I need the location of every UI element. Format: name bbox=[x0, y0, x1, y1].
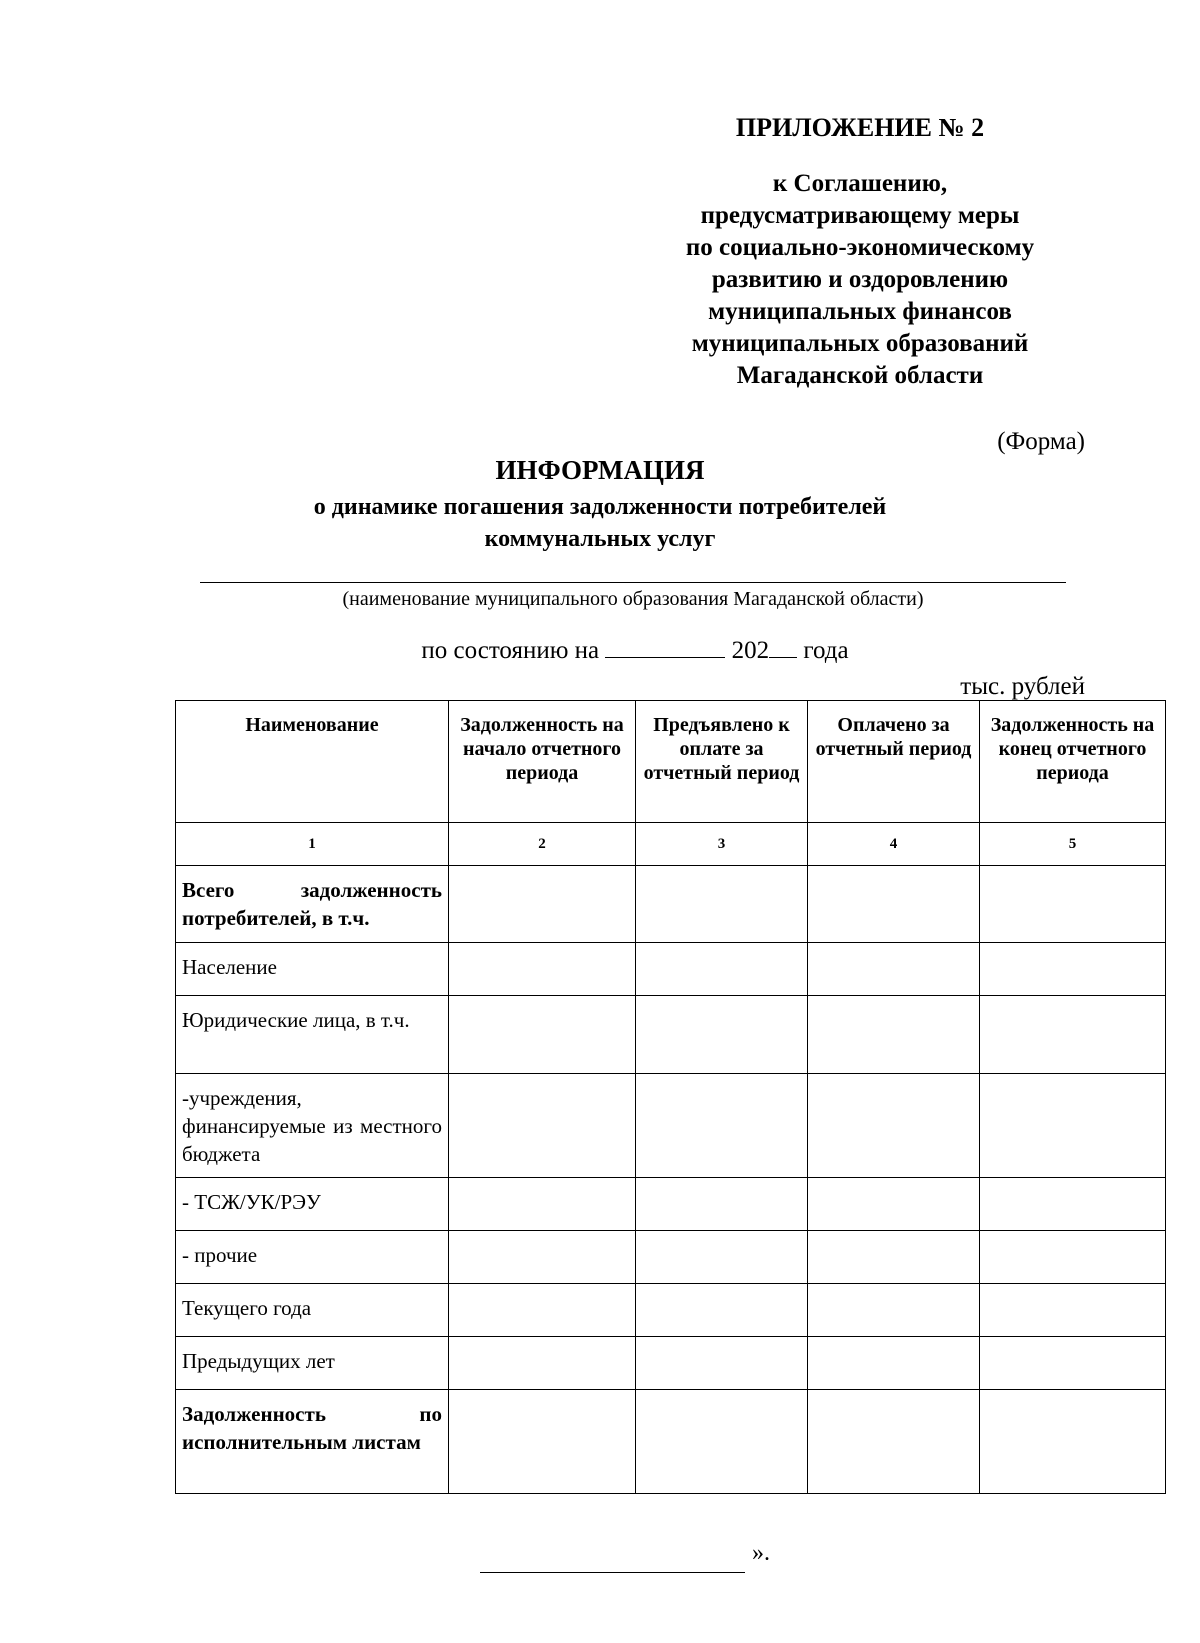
row-label: Всего задолженность потребителей, в т.ч. bbox=[176, 866, 449, 943]
table-cell bbox=[980, 866, 1166, 943]
appendix-title: ПРИЛОЖЕНИЕ № 2 bbox=[735, 113, 985, 142]
table-cell bbox=[449, 1390, 636, 1494]
table-cell bbox=[636, 1178, 808, 1231]
table-cell bbox=[449, 1337, 636, 1390]
subtitle-line: о динамике погашения задолженности потребителей bbox=[313, 494, 887, 520]
org-name-blank-line bbox=[200, 582, 1066, 583]
table-row bbox=[176, 1231, 1166, 1284]
table-row bbox=[176, 1284, 1166, 1337]
row-label: - ТСЖ/УК/РЭУ bbox=[176, 1178, 449, 1231]
appendix-line: по социально-экономическому bbox=[685, 234, 1035, 261]
header-debt-start: Задолженность на начало отчетного периода bbox=[449, 701, 636, 823]
appendix-line: муниципальных образований bbox=[691, 330, 1029, 357]
row-label: Юридические лица, в т.ч. bbox=[176, 996, 449, 1074]
table-cell bbox=[636, 1390, 808, 1494]
appendix-line: развитию и оздоровлению bbox=[711, 266, 1009, 293]
table-row bbox=[176, 996, 1166, 1074]
column-number: 3 bbox=[636, 823, 808, 866]
appendix-line: Магаданской области bbox=[736, 362, 984, 389]
as-of-prefix: по состоянию на bbox=[421, 637, 600, 664]
table-cell bbox=[808, 1178, 980, 1231]
table-cell bbox=[980, 1390, 1166, 1494]
row-label: Население bbox=[176, 943, 449, 996]
header-paid: Оплачено за отчетный период bbox=[808, 701, 980, 823]
table-cell bbox=[808, 1284, 980, 1337]
year-blank bbox=[769, 637, 797, 658]
table-cell bbox=[449, 1231, 636, 1284]
org-name-caption: (наименование муниципального образования Магаданской области) bbox=[342, 588, 924, 610]
row-label: Текущего года bbox=[176, 1284, 449, 1337]
table-cell bbox=[808, 1390, 980, 1494]
table-cell bbox=[449, 1284, 636, 1337]
table-cell bbox=[636, 996, 808, 1074]
table-cell bbox=[808, 1337, 980, 1390]
header-debt-end: Задолженность на конец отчетного периода bbox=[980, 701, 1166, 823]
table-cell bbox=[449, 1074, 636, 1178]
document-title: ИНФОРМАЦИЯ bbox=[495, 455, 705, 485]
table-cell bbox=[636, 1284, 808, 1337]
table-cell bbox=[449, 1178, 636, 1231]
table-cell bbox=[980, 996, 1166, 1074]
table-row bbox=[176, 1178, 1166, 1231]
table-cell bbox=[636, 943, 808, 996]
table-cell bbox=[808, 1231, 980, 1284]
closing-quote: ». bbox=[752, 1540, 770, 1566]
table-cell bbox=[980, 943, 1166, 996]
header-billed: Предъявлено к оплате за отчетный период bbox=[636, 701, 808, 823]
appendix-line: предусматривающему меры bbox=[700, 202, 1020, 229]
as-of-suffix: года bbox=[803, 637, 849, 664]
table-cell bbox=[980, 1284, 1166, 1337]
table-cell bbox=[636, 866, 808, 943]
table-cell bbox=[808, 996, 980, 1074]
table-cell bbox=[980, 1178, 1166, 1231]
column-number: 1 bbox=[176, 823, 449, 866]
subtitle-line: коммунальных услуг bbox=[484, 526, 716, 552]
form-label: (Форма) bbox=[997, 428, 1085, 455]
appendix-line: муниципальных финансов bbox=[708, 298, 1012, 325]
table-cell bbox=[449, 943, 636, 996]
debt-table bbox=[175, 700, 1166, 1494]
table-cell bbox=[636, 1231, 808, 1284]
column-number-row bbox=[176, 823, 1166, 866]
column-number: 4 bbox=[808, 823, 980, 866]
table-header-row bbox=[176, 701, 1166, 823]
signature-blank-line bbox=[480, 1572, 745, 1573]
table-row bbox=[176, 1337, 1166, 1390]
table-row bbox=[176, 1074, 1166, 1178]
appendix-body bbox=[640, 168, 1080, 392]
row-label: Предыдущих лет bbox=[176, 1337, 449, 1390]
year-prefix: 202 bbox=[731, 637, 770, 664]
table-row bbox=[176, 866, 1166, 943]
column-number: 2 bbox=[449, 823, 636, 866]
table-cell bbox=[636, 1337, 808, 1390]
table-cell bbox=[808, 866, 980, 943]
table-cell bbox=[980, 1337, 1166, 1390]
document-subtitle bbox=[0, 491, 1200, 555]
table-row bbox=[176, 943, 1166, 996]
table-cell bbox=[808, 943, 980, 996]
units-label: тыс. рублей bbox=[960, 673, 1085, 700]
table-cell bbox=[636, 1074, 808, 1178]
table-cell bbox=[808, 1074, 980, 1178]
table-cell bbox=[980, 1074, 1166, 1178]
table-cell bbox=[449, 866, 636, 943]
column-number: 5 bbox=[980, 823, 1166, 866]
as-of-date-line bbox=[0, 637, 1200, 665]
header-name: Наименование bbox=[176, 701, 449, 823]
appendix-line: к Соглашению, bbox=[772, 170, 948, 197]
table-row bbox=[176, 1390, 1166, 1494]
row-label: -учреждения, финансируемые из местного бюджета bbox=[176, 1074, 449, 1178]
date-blank bbox=[605, 637, 725, 658]
row-label: Задолженность по исполнительным листам bbox=[176, 1390, 449, 1494]
row-label: - прочие bbox=[176, 1231, 449, 1284]
table-cell bbox=[449, 996, 636, 1074]
table-cell bbox=[980, 1231, 1166, 1284]
